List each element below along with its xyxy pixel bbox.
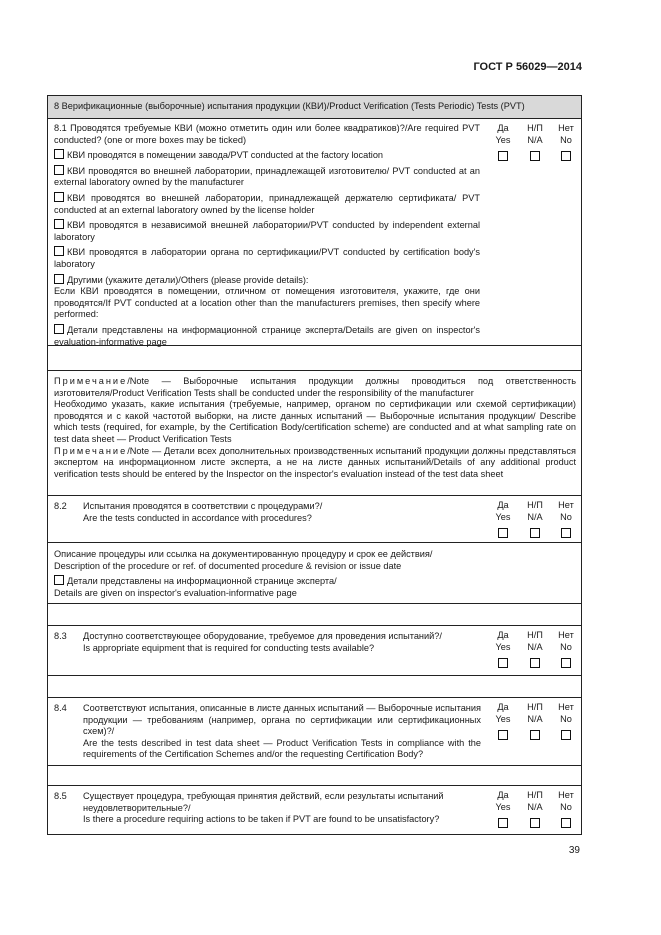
- answer-no[interactable]: Нет No: [551, 123, 581, 161]
- answer-no[interactable]: Нет No: [551, 702, 581, 740]
- empty-row: [48, 766, 581, 786]
- answer-no[interactable]: Нет No: [551, 790, 581, 828]
- option-3[interactable]: КВИ проводятся во внешней лаборатории, принадлежащей держателю сертификата/ PVT conducted at an external laboratory owned by the license holder: [54, 192, 480, 215]
- checkbox-yes[interactable]: [498, 151, 508, 161]
- checkbox-no[interactable]: [561, 151, 571, 161]
- note-label: Примечание: [54, 376, 128, 386]
- answer-na[interactable]: Н/П N/A: [520, 630, 550, 668]
- question-en: Is there a procedure requiring actions to be taken if PVT are found to be unsatisfactory?: [83, 814, 440, 825]
- option-2[interactable]: КВИ проводятся во внешней лаборатории, принадлежащей изготовителю/ PVT conducted at an external laboratory owned by the manufacturer: [54, 165, 480, 188]
- checkbox-no[interactable]: [561, 658, 571, 668]
- notes-row: [48, 371, 581, 496]
- checkbox[interactable]: [54, 575, 64, 585]
- answer-na[interactable]: Н/П N/A: [520, 500, 550, 538]
- checkbox-yes[interactable]: [498, 818, 508, 828]
- checkbox[interactable]: [54, 219, 64, 229]
- answer-na[interactable]: Н/П N/A: [520, 123, 550, 161]
- question-8-3: [48, 626, 581, 676]
- question-8-4: [48, 698, 581, 766]
- answer-yes[interactable]: Да Yes: [488, 500, 518, 538]
- question-ru: Существует процедура, требующая принятия действий, если результаты испытаний неудовлетворительные?/: [83, 791, 444, 813]
- checkbox-na[interactable]: [530, 818, 540, 828]
- question-8-2: [48, 496, 581, 543]
- note-paragraph: Необходимо указать, какие испытания (требуемые, например, органом по сертификации или схемой сертификации) проводятся и с какой частотой выборки, на листе данных испытаний — Выборочные испытания продукции/ Describe which tests (required, for example, by the Certification Body/certification scheme) are conducted and at what sampling rate on test data sheet — Product Verification Tests: [54, 399, 576, 444]
- others-text: Если КВИ проводятся в помещении, отличном от помещения изготовителя, укажите, где они проводятся/If PVT conducted at a location other than the manufacturers premises, then specify where performed:: [54, 286, 480, 320]
- checkbox-no[interactable]: [561, 528, 571, 538]
- checkbox-no[interactable]: [561, 818, 571, 828]
- checkbox[interactable]: [54, 274, 64, 284]
- checkbox-na[interactable]: [530, 528, 540, 538]
- question-ru: Испытания проводятся в соответствии с процедурами?/: [83, 501, 323, 511]
- answer-no[interactable]: Нет No: [551, 500, 581, 538]
- option-1[interactable]: КВИ проводятся в помещении завода/PVT conducted at the factory location: [54, 149, 480, 162]
- question-text: 8.1 Проводятся требуемые КВИ (можно отметить один или более квадратиков)?/Are required PVT conducted? (one or more boxes may be ticked): [54, 123, 480, 145]
- details-option[interactable]: Детали представлены на информационной странице эксперта/ Details are given on inspector's evaluation-informative page: [54, 576, 337, 598]
- note-2: /Note — Детали всех дополнительных производственных испытаний продукции должны представляться экспертом на информационном листе эксперта, а не на листе данных испытаний/Details of any additional product verification tests should be entered by the Inspector on the inspector's evaluation instead of the test data sheet: [54, 445, 576, 479]
- answer-yes[interactable]: Да Yes: [488, 123, 518, 161]
- option-6[interactable]: Другими (укажите детали)/Others (please provide details):: [54, 274, 480, 287]
- question-en: Are the tests conducted in accordance with procedures?: [83, 512, 312, 523]
- empty-row: [48, 346, 581, 371]
- empty-row: [48, 604, 581, 626]
- option-4[interactable]: КВИ проводятся в независимой внешней лаборатории/PVT conducted by independent external laboratory: [54, 220, 480, 242]
- page-number: 39: [568, 845, 580, 856]
- section-title-row: [48, 96, 581, 119]
- checkbox[interactable]: [54, 246, 64, 256]
- pvt-table: [47, 95, 582, 835]
- answer-yes[interactable]: Да Yes: [488, 702, 518, 740]
- question-en: Are the tests described in test data sheet — Product Verification Tests in compliance with the requirements of the Certification Schemes and/or the requesting Certification Body?: [83, 737, 481, 760]
- section-title: 8 Верификационные (выборочные) испытания продукции (КВИ)/Product Verification (Tests Periodic) Tests (PVT): [54, 101, 525, 111]
- question-number: 8.5: [54, 791, 67, 801]
- answer-no[interactable]: Нет No: [551, 630, 581, 668]
- checkbox-yes[interactable]: [498, 730, 508, 740]
- note-1: /Note — Выборочные испытания продукции должны проводиться под ответственность изготовителя/Product Verification Tests shall be conducted under the responsibility of the manufacturer: [54, 376, 576, 398]
- checkbox-na[interactable]: [530, 730, 540, 740]
- answer-na[interactable]: Н/П N/A: [520, 790, 550, 828]
- details-option[interactable]: Детали представлены на информационной странице эксперта/Details are given on inspector's evaluation-informative page: [54, 324, 480, 347]
- note-label: Примечание: [54, 445, 128, 456]
- checkbox-na[interactable]: [530, 151, 540, 161]
- option-5[interactable]: КВИ проводятся в лаборатории органа по сертификации/PVT conducted by certification body's laboratory: [54, 247, 480, 269]
- question-ru: Доступно соответствующее оборудование, требуемое для проведения испытаний?/: [83, 631, 442, 641]
- document-header: ГОСТ Р 56029—2014: [473, 61, 582, 73]
- procedure-description-row: [48, 543, 581, 604]
- question-number: 8.4: [54, 703, 67, 713]
- checkbox[interactable]: [54, 192, 64, 202]
- question-8-1: [48, 119, 581, 346]
- answer-na[interactable]: Н/П N/A: [520, 702, 550, 740]
- question-ru: Соответствуют испытания, описанные в листе данных испытаний — Выборочные испытания продукции — требованиям (например, органа по сертификации или сертификационных схем)?/: [83, 703, 481, 737]
- checkbox[interactable]: [54, 165, 64, 175]
- question-number: 8.3: [54, 631, 67, 641]
- checkbox-no[interactable]: [561, 730, 571, 740]
- empty-row: [48, 676, 581, 698]
- checkbox[interactable]: [54, 149, 64, 159]
- answer-yes[interactable]: Да Yes: [488, 630, 518, 668]
- question-en: Is appropriate equipment that is required for conducting tests available?: [83, 642, 375, 653]
- checkbox-yes[interactable]: [498, 528, 508, 538]
- checkbox-na[interactable]: [530, 658, 540, 668]
- question-number: 8.2: [54, 501, 67, 511]
- description-ru: Описание процедуры или ссылка на документированную процедуру и срок ее действия/: [54, 549, 433, 559]
- description-en: Description of the procedure or ref. of documented procedure & revision or issue date: [54, 560, 402, 571]
- answer-yes[interactable]: Да Yes: [488, 790, 518, 828]
- checkbox-yes[interactable]: [498, 658, 508, 668]
- question-8-5: [48, 786, 581, 834]
- checkbox[interactable]: [54, 324, 64, 334]
